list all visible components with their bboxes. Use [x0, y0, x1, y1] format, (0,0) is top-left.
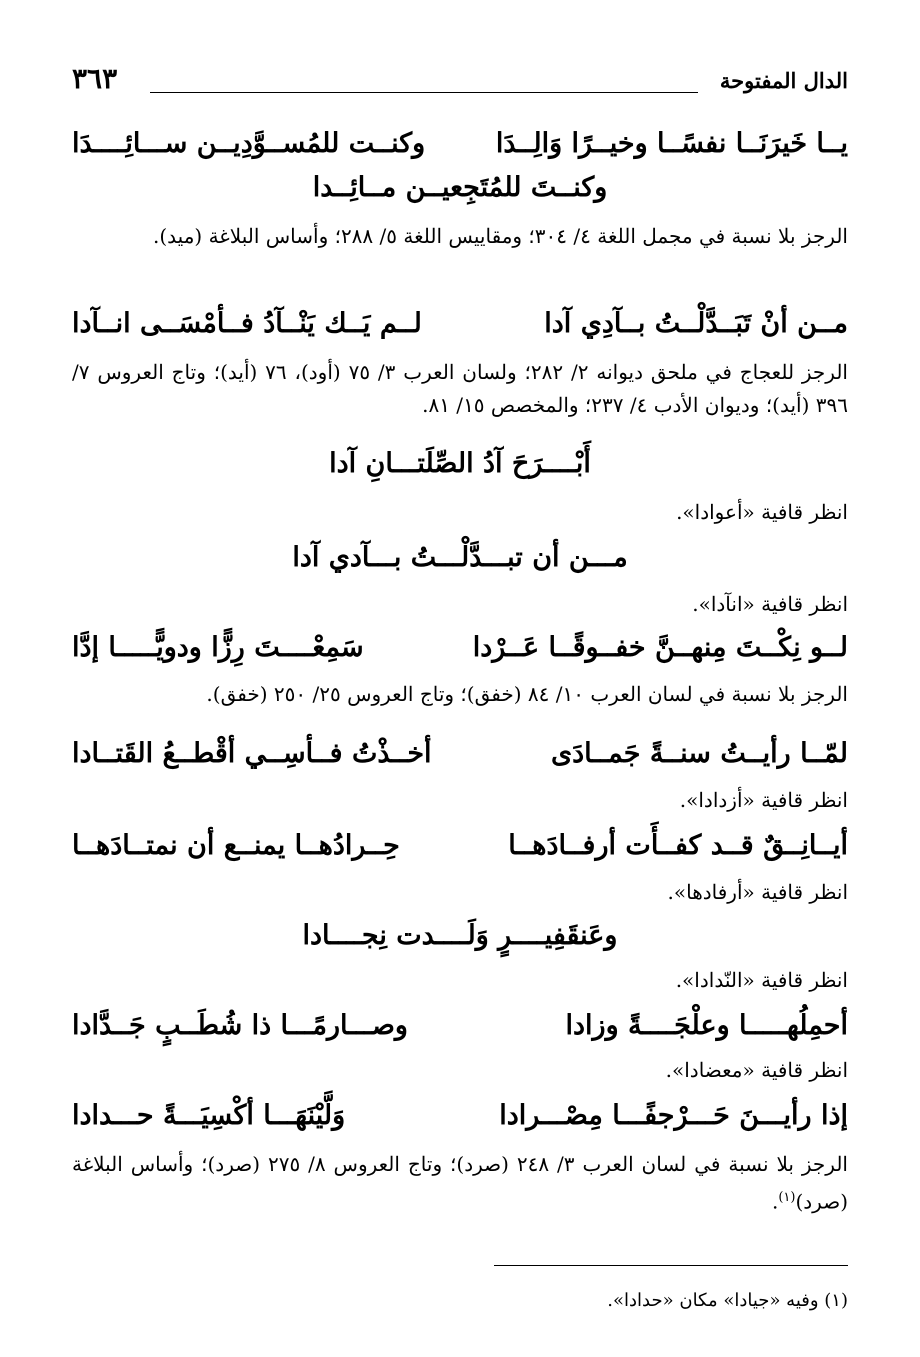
verse-line — [72, 542, 848, 586]
hemistich-first: لــو نِكْــتَ مِنهــنَّ خفــوقًــا عَــرْدا — [472, 632, 848, 663]
note-text: الرجز للعجاج في ملحق ديوانه ٢/ ٢٨٢؛ ولسان العرب ٣/ ٧٥ (أود)، ٧٦ (أيد)؛ وتاج العروس ٧/ ٣٩٦ (أيد)؛ وديوان الأدب ٤/ ٢٣٧؛ والمخصص ١٥/ ٨١. — [72, 360, 848, 417]
hemistich-second: وَلَّيْنَهَـــا أكْسِيَـــةً حـــدادا — [72, 1100, 346, 1131]
section-title: الدال المفتوحة — [719, 68, 848, 93]
hemistich-second: وكنــت للمُســوَّدِيــن ســـائِــــدَا — [72, 128, 426, 159]
verse-line — [72, 632, 848, 676]
verse-line — [72, 920, 848, 964]
verse-centered: وعَنقَفِيــــرٍ وَلَــــدت نِجــــادا — [302, 920, 618, 951]
note-text: الرجز بلا نسبة في لسان العرب ٣/ ٢٤٨ (صرد)؛ وتاج العروس ٨/ ٢٧٥ (صرد)؛ وأساس البلاغة (صرد) — [72, 1152, 848, 1214]
footnote-rule — [494, 1265, 848, 1266]
footnote-marker[interactable]: (١) — [778, 1190, 796, 1205]
page-header — [72, 62, 848, 102]
cross-reference: انظر قافية «انآدا». — [692, 592, 848, 616]
hemistich-first: إذا رأيـــنَ حَـــرْجفًـــا مِصْـــرادا — [499, 1100, 848, 1131]
verse-centered: مـــن أن تبـــدَّلْـــتُ بـــآدي آدا — [292, 542, 628, 573]
source-note — [72, 356, 848, 422]
hemistich-first: مــن أنْ تَبَــدَّلْــتُ بــآدِي آدا — [544, 308, 848, 339]
verse-line — [72, 1100, 848, 1144]
verse-line — [72, 128, 848, 172]
source-note — [72, 220, 848, 253]
note-text: الرجز بلا نسبة في لسان العرب ١٠/ ٨٤ (خفق)؛ وتاج العروس ٢٥/ ٢٥٠ (خفق). — [206, 682, 848, 706]
cross-reference: انظر قافية «أرفادها». — [667, 880, 848, 904]
note-tail: . — [771, 1189, 779, 1214]
verse-centered: أَبْــــرَحَ آدُ الصِّلَتـــانِ آدا — [329, 448, 591, 479]
cross-reference: انظر قافية «أعوادا». — [676, 500, 848, 524]
cross-reference: انظر قافية «أزدادا». — [679, 788, 848, 812]
note-paragraph — [72, 1148, 848, 1219]
page-number: ٣٦٣ — [72, 62, 118, 95]
source-note — [72, 678, 848, 711]
hemistich-second: سَمِعْــــتَ رِزًّا ودويًّـــــا إدَّا — [72, 632, 364, 663]
verse-line — [72, 1010, 848, 1054]
hemistich-first: أيــانِــقٌ قــد كفــأَت أرفــادَهــا — [508, 830, 848, 861]
hemistich-first: يــا خَيرَنَــا نفسًــا وخيــرًا وَالِــدَا — [495, 128, 848, 159]
verse-line — [72, 448, 848, 492]
verse-line — [72, 830, 848, 874]
verse-line — [72, 308, 848, 352]
hemistich-second: حِــرادُهــا يمنــع أن نمتــادَهــا — [72, 830, 400, 861]
hemistich-second: وصـــارمًـــا ذا شُطَــبٍ جَــدَّادا — [72, 1010, 408, 1041]
source-note — [72, 1148, 848, 1219]
header-rule — [150, 92, 698, 93]
cross-reference: انظر قافية «النّدادا». — [675, 968, 848, 992]
verse-centered: وكنــتَ للمُتَجِعيــن مــائِــدا — [312, 172, 608, 203]
footnote: (١) وفيه «جيادا» مكان «حدادا». — [607, 1290, 848, 1311]
note-text: الرجز بلا نسبة في مجمل اللغة ٤/ ٣٠٤؛ ومقاييس اللغة ٥/ ٢٨٨؛ وأساس البلاغة (ميد). — [153, 224, 848, 248]
hemistich-first: لمّــا رأيــتُ سنــةً جَمــادَى — [550, 738, 848, 769]
hemistich-second: لــم يَــك يَنْــآدُ فــأمْسَــى انــآدا — [72, 308, 422, 339]
cross-reference: انظر قافية «معضادا». — [665, 1058, 848, 1082]
verse-line — [72, 738, 848, 782]
hemistich-first: أحمِلُهـــــا وعلْجَــــةً وزادا — [565, 1010, 848, 1041]
verse-line — [72, 172, 848, 216]
hemistich-second: أخــذْتُ فــأسِــي أقْطــعُ القَتــادا — [72, 738, 432, 769]
